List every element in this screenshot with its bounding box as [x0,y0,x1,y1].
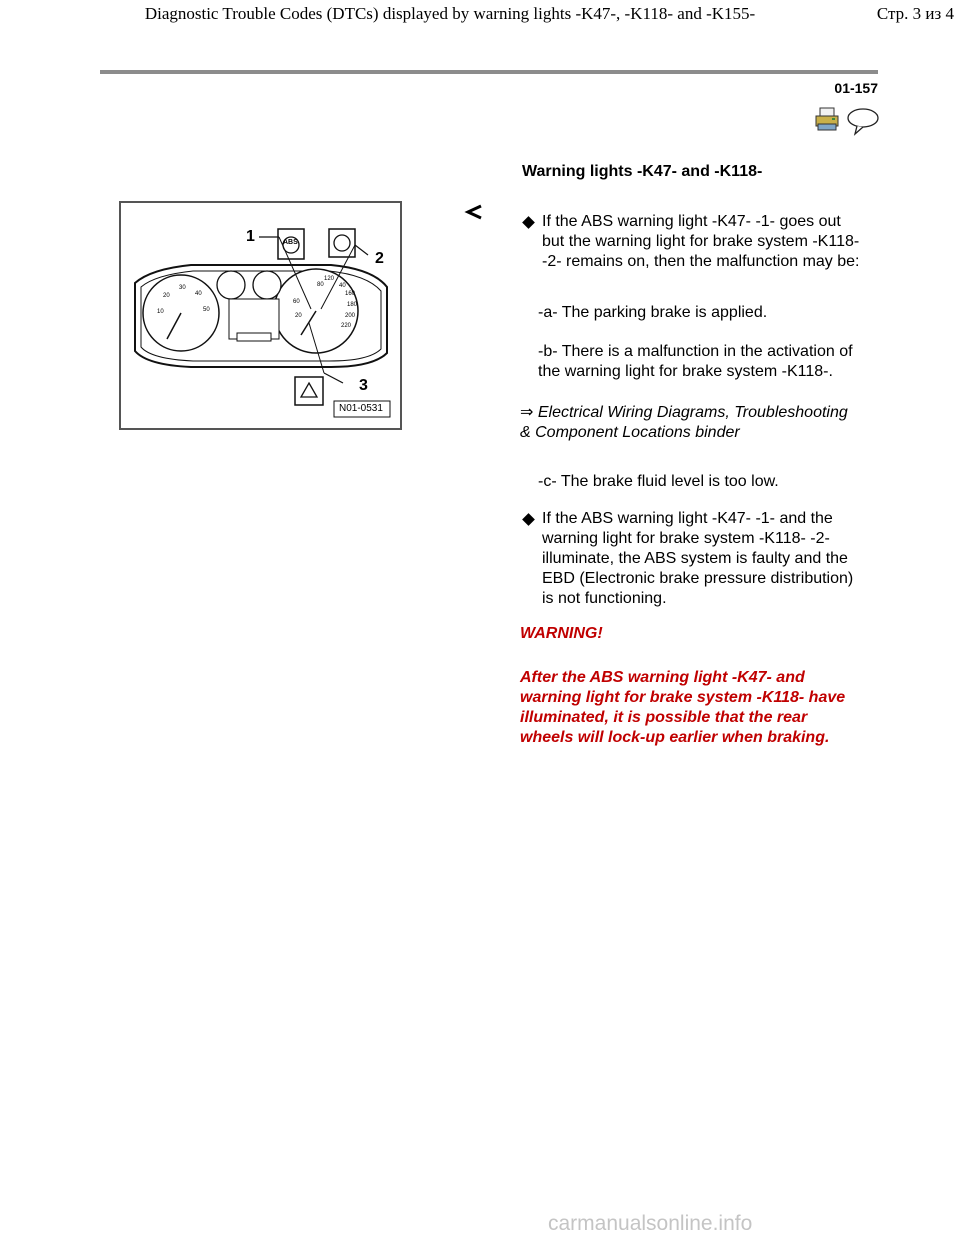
callout-3: 3 [359,377,368,394]
rpm-label: 20 [163,293,170,299]
figure-code: N01-0531 [339,403,383,414]
speed-label: 200 [345,313,356,319]
section-heading: Warning lights -K47- and -K118- [522,163,763,180]
callout-1: 1 [246,228,255,245]
list-item [522,212,862,272]
abs-lamp-label: ABS [283,239,298,246]
callout-2: 2 [375,250,384,267]
rpm-label: 40 [195,291,202,297]
list-item: -a- The parking brake is applied. [538,304,768,321]
bullet-text: If the ABS warning light -K47- -1- and the warning light for brake system -K118- -2- illuminate, the ABS system is faulty and the EBD (Electronic brake pressure distribution) is not functioning. [542,510,854,607]
instrument-cluster-figure [119,201,402,430]
chevron-left-icon[interactable] [464,203,484,221]
watermark: carmanualsonline.info [548,1212,753,1235]
speed-label: 220 [341,323,352,329]
speed-label: 180 [347,302,358,308]
speed-label: 80 [317,282,324,288]
reference-text: Electrical Wiring Diagrams, Troubleshooting & Component Locations binder [520,404,848,441]
page-indicator: Стр. 3 из 4 [876,4,954,23]
document-code: 01-157 [834,80,878,96]
diamond-bullet-icon [522,513,535,526]
printer-icon[interactable] [814,107,840,131]
warning-text: After the ABS warning light -K47- and warning light for brake system -K118- have illuminated, it is possible that the rear wheels will lock-up earlier when braking. [520,669,846,746]
rpm-label: 30 [179,285,186,291]
arrow-right-icon: ⇒ [520,404,534,421]
list-item [522,509,867,609]
header-divider [100,70,878,74]
speed-label: 160 [345,291,356,297]
speed-label: 20 [295,313,302,319]
warning-title: WARNING! [520,625,603,642]
speed-label: 40 [339,283,346,289]
rpm-label: 50 [203,307,210,313]
bullet-text: If the ABS warning light -K47- -1- goes out but the warning light for brake system -K118- -2- remains on, then the malfunction may be: [542,213,860,270]
speed-label: 60 [293,299,300,305]
rpm-label: 10 [157,309,164,315]
wiring-diagram-reference[interactable] [520,403,860,443]
list-item: -c- The brake fluid level is too low. [538,473,779,490]
speed-label: 120 [324,276,335,282]
document-title: Diagnostic Trouble Codes (DTCs) displayed by warning lights -K47-, -K118- and -K155- [144,4,756,23]
list-item: -b- There is a malfunction in the activation of the warning light for brake system -K118-. [538,343,853,380]
diamond-bullet-icon [522,216,535,229]
speech-bubble-icon[interactable] [846,106,880,136]
